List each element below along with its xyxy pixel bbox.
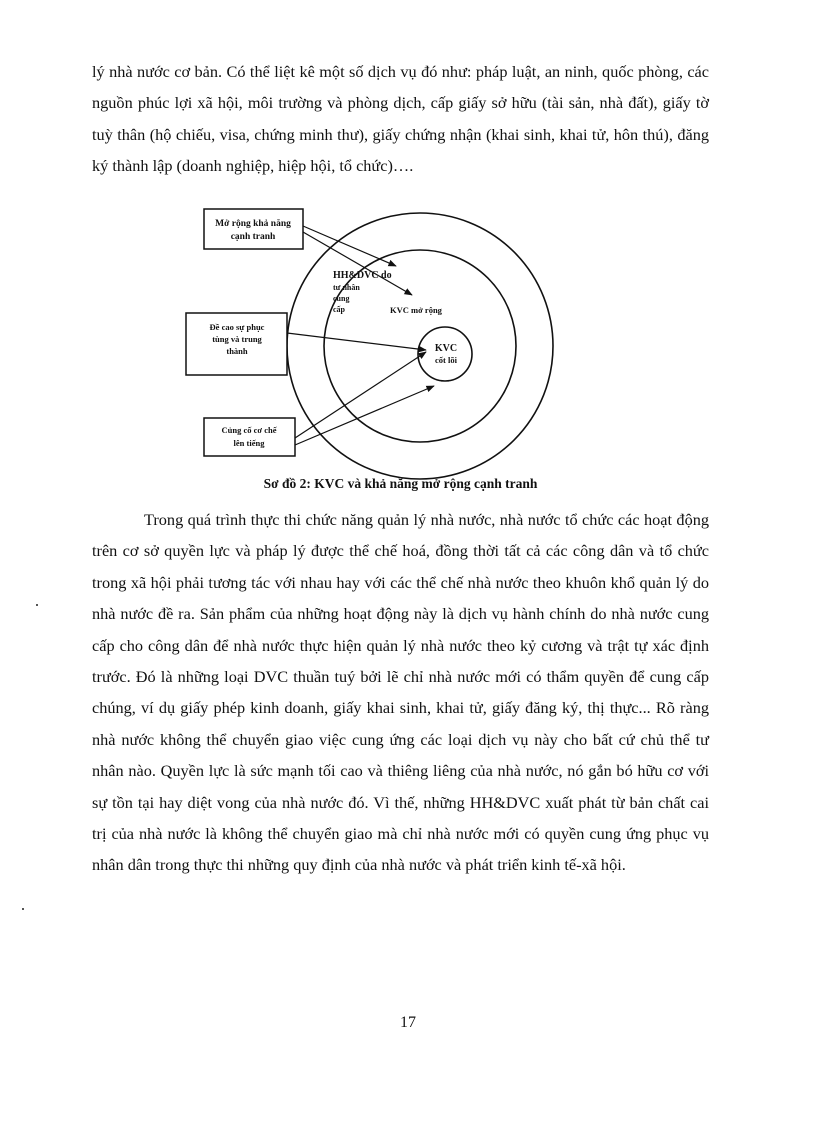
box-top-text-1: Mở rộng khả năng	[215, 219, 291, 229]
outer-label-4: cấp	[333, 305, 345, 314]
box-bottom-text-2: lên tiếng	[233, 438, 265, 448]
core-label-1: KVC	[434, 343, 458, 354]
arrow-top-to-outer	[303, 226, 396, 266]
paragraph-intro: lý nhà nước cơ bản. Có thể liệt kê một số dịch vụ đó như: pháp luật, an ninh, quốc phòng, các nguồn phúc lợi xã hội, môi trường và phòng dịch, cấp giấy sở hữu (tài sản, nhà đất), giấy tờ tuỳ thân (hộ chiếu, visa, chứng minh thư), giấy chứng nhận (khai sinh, khai tử, hôn thú), đăng ký thành lập (doanh nghiệp, hiệp hội, tổ chức)….	[92, 62, 709, 176]
core-label-2: cốt lõi	[435, 355, 457, 365]
box-bottom-text-1: Củng cố cơ chế	[221, 425, 277, 435]
box-top-text-2: cạnh tranh	[230, 232, 276, 242]
outer-label-2: tư nhân	[333, 283, 360, 292]
box-mid-text-1: Đề cao sự phục	[209, 322, 265, 332]
arrow-bottom-to-core	[295, 352, 426, 438]
box-voice	[204, 418, 295, 456]
figure-caption: Sơ đồ 2: KVC và khả năng mở rộng cạnh tranh	[263, 476, 538, 491]
box-expand-competition	[204, 209, 303, 249]
outer-label-3: cung	[333, 294, 350, 303]
paragraph-body: Trong quá trình thực thi chức năng quản lý nhà nước, nhà nước tổ chức các hoạt động trên cơ sở quyền lực và pháp lý được thể chế hoá, đồng thời tất cả các công dân và tổ chức trong xã hội phải tương tác với nhau hay với các thể chế nhà nước theo khuôn khổ quản lý do nhà nước đề ra. Sản phẩm của những hoạt động này là dịch vụ hành chính do nhà nước cung cấp cho công dân để nhà nước thực hiện quản lý nhà nước theo kỷ cương và trật tự xác định trước. Đó là những loại DVC thuần tuý bởi lẽ chỉ nhà nước mới có thẩm quyền để cung cấp chúng, ví dụ giấy phép kinh doanh, giấy khai sinh, khai tử, giấy đăng ký, thị thực... Rõ ràng nhà nước không thể chuyển giao việc cung ứng các loại dịch vụ này cho bất cứ chủ thể tư nhân nào. Quyền lực là sức mạnh tối cao và thiêng liêng của nhà nước, nó gắn bó hữu cơ với sự tồn tại hay diệt vong của nhà nước đó. Vì thế, những HH&DVC xuất phát từ bản chất cai trị của nhà nước là không thể chuyển giao mà chỉ nhà nước mới có quyền cung ứng phục vụ nhân dân trong thực thi những quy định của nhà nước và phát triển kinh tế-xã hội.	[92, 510, 709, 875]
box-mid-text-3: thành	[226, 346, 248, 356]
middle-label: KVC mở rộng	[390, 305, 442, 315]
arrow-mid-to-core	[287, 333, 426, 350]
scan-speck	[22, 908, 24, 910]
page-number: 17	[400, 1014, 416, 1031]
box-mid-text-2: tùng và trung	[212, 334, 262, 344]
core-circle	[418, 327, 472, 381]
diagram-kvc	[0, 0, 816, 480]
outer-label-1: HH&DVC do	[333, 270, 392, 281]
arrow-bottom-to-middle	[295, 386, 434, 445]
scan-speck	[36, 604, 38, 606]
